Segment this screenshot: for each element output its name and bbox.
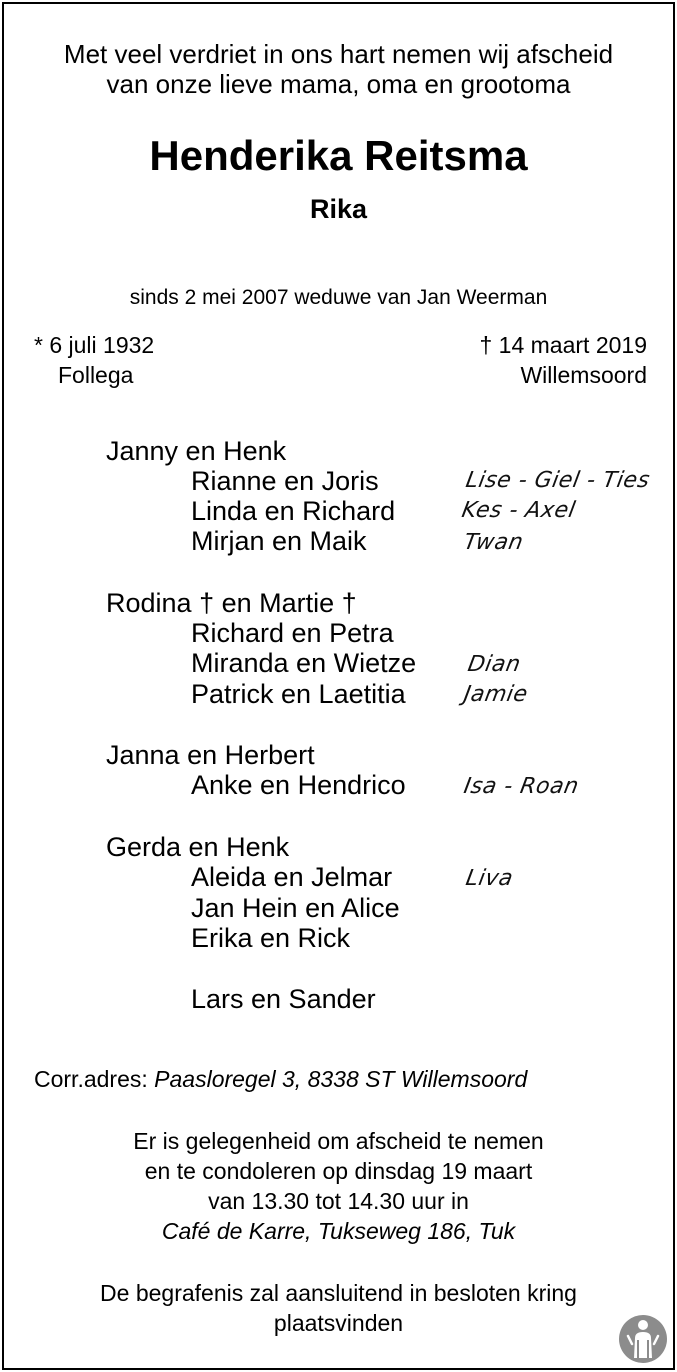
family-parents-2: Rodina † en Martie † [106,588,357,618]
family-parents-4: Gerda en Henk [106,832,290,862]
family-child: Anke en Hendrico [191,770,406,800]
birth-place: Follega [58,362,134,388]
condolence-line-3: van 13.30 tot 14.30 uur in [208,1188,469,1214]
birth-date: * 6 juli 1932 [34,332,155,358]
family-child: Linda en Richard [191,496,396,526]
grandchildren-names: Jamie [461,682,530,707]
intro-line-1: Met veel verdriet in ons hart nemen wij afscheid [63,39,614,69]
deceased-name: Henderika Reitsma [149,132,528,179]
family-child: Erika en Rick [191,923,351,953]
family-parents-3: Janna en Herbert [106,740,315,770]
widow-line: sinds 2 mei 2007 weduwe van Jan Weerman [129,286,548,309]
grandchildren-names: Lise - Giel - Ties [463,468,652,493]
correspondence-address [34,1066,527,1093]
family-child: Rianne en Joris [191,466,379,496]
deceased-nickname: Rika [309,194,368,224]
correspondence-value: Paasloregel 3, 8338 ST Willemsoord [154,1066,528,1092]
grandchildren-names: Isa - Roan [461,774,581,799]
grandchildren-names: Liva [463,866,516,891]
memorial-person-icon [618,1314,668,1364]
death-place: Willemsoord [520,362,647,388]
family-child: Aleida en Jelmar [191,862,393,892]
correspondence-label: Corr.adres: [34,1066,148,1092]
grandchildren-names: Twan [461,530,526,555]
family-child: Mirjan en Maik [191,526,367,556]
family-child: Jan Hein en Alice [191,893,400,923]
family-child: Richard en Petra [191,618,394,648]
funeral-line-2: plaatsvinden [273,1310,404,1336]
obituary-card [2,2,675,1370]
family-child: Miranda en Wietze [191,648,417,678]
intro-line-2: van onze lieve mama, oma en grootoma [106,69,571,99]
family-child: Patrick en Laetitia [191,679,406,709]
family-parents-1: Janny en Henk [106,436,287,466]
condolence-line-1: Er is gelegenheid om afscheid te nemen [133,1128,544,1154]
grandchildren-names: Kes - Axel [459,498,578,523]
extra-child: Lars en Sander [191,984,376,1014]
death-date: † 14 maart 2019 [479,332,647,358]
condolence-line-2: en te condoleren op dinsdag 19 maart [144,1158,533,1184]
funeral-line-1: De begrafenis zal aansluitend in besloten kring [100,1280,577,1306]
condolence-location: Café de Karre, Tukseweg 186, Tuk [161,1218,516,1244]
grandchildren-names: Dian [465,652,523,677]
